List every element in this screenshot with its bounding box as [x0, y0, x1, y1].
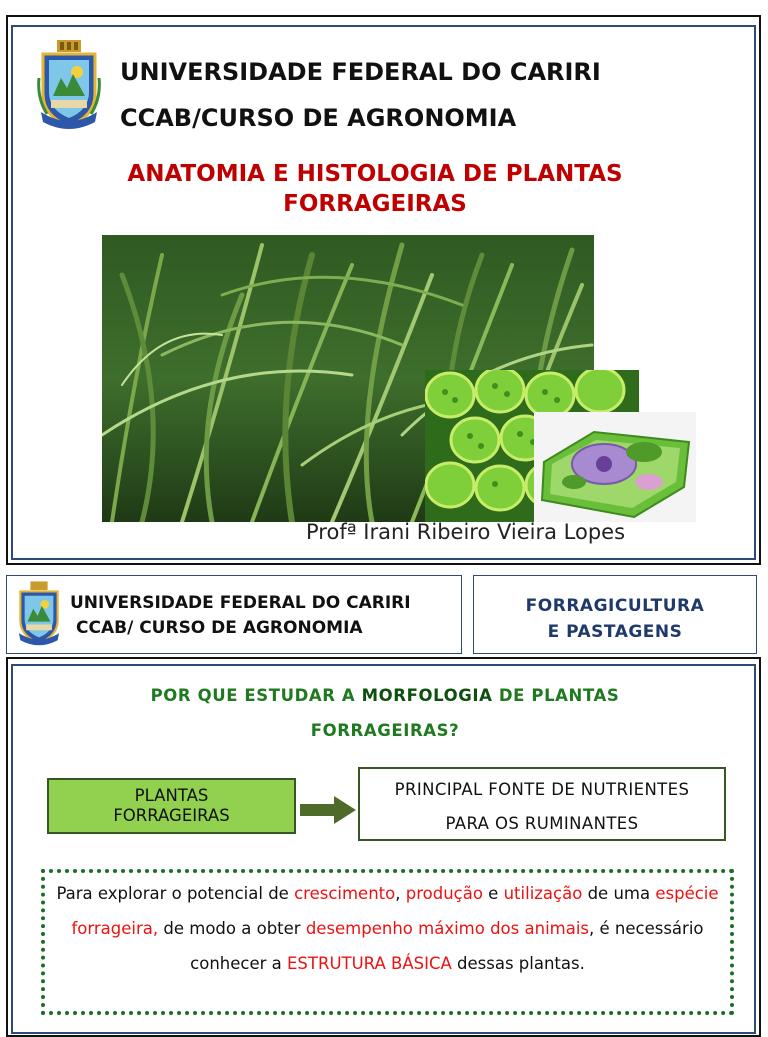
para-text: , é necessário conhecer a: [190, 919, 704, 973]
question-line1: [40, 686, 730, 705]
question-keyword: MORFOLOGIA: [361, 686, 493, 705]
subject-line2: E PASTAGENS: [547, 622, 683, 642]
header-course-name: CCAB/ CURSO DE AGRONOMIA: [76, 618, 363, 638]
para-text: de uma: [582, 884, 656, 903]
para-text: de modo a obter: [158, 919, 306, 938]
para-highlight: ESTRUTURA BÁSICA: [287, 954, 452, 973]
header-left-frame: [6, 575, 462, 654]
forage-plants-line2: FORRAGEIRAS: [113, 806, 230, 825]
para-text: Para explorar o potencial de: [56, 884, 295, 903]
plant-cell-illustration: [534, 412, 696, 522]
subject-title: [473, 593, 757, 645]
nutrient-source-box: [358, 767, 726, 841]
university-crest-icon: [37, 38, 101, 130]
nutrient-source-line2: PARA OS RUMINANTES: [445, 814, 639, 833]
slide-title-line1: ANATOMIA E HISTOLOGIA DE PLANTAS: [127, 161, 623, 187]
explanation-paragraph: [55, 876, 720, 981]
course-name: CCAB/CURSO DE AGRONOMIA: [120, 104, 517, 132]
para-highlight: produção: [405, 884, 483, 903]
slide-title-line2: FORRAGEIRAS: [283, 191, 467, 217]
question-part3: DE PLANTAS: [492, 686, 620, 705]
para-text: e: [482, 884, 504, 903]
para-highlight: crescimento: [294, 884, 396, 903]
university-name: UNIVERSIDADE FEDERAL DO CARIRI: [120, 58, 601, 86]
forage-plants-line1: PLANTAS: [134, 786, 209, 805]
professor-name: Profª Irani Ribeiro Vieira Lopes: [306, 520, 626, 544]
header-university-name: UNIVERSIDADE FEDERAL DO CARIRI: [70, 593, 411, 613]
university-crest-icon: [16, 580, 62, 646]
para-text: ,: [395, 884, 406, 903]
forage-plants-box: [47, 778, 296, 834]
para-highlight: desempenho máximo dos animais: [305, 919, 590, 938]
question-line2: FORRAGEIRAS?: [310, 721, 460, 740]
subject-line1: FORRAGICULTURA: [525, 596, 705, 616]
arrow-right-icon: [300, 796, 356, 824]
para-highlight: espécie forrageira,: [71, 884, 719, 938]
para-highlight: utilização: [503, 884, 583, 903]
para-text: dessas plantas.: [451, 954, 585, 973]
question-part1: POR QUE ESTUDAR A: [150, 686, 362, 705]
nutrient-source-line1: PRINCIPAL FONTE DE NUTRIENTES: [394, 780, 690, 799]
